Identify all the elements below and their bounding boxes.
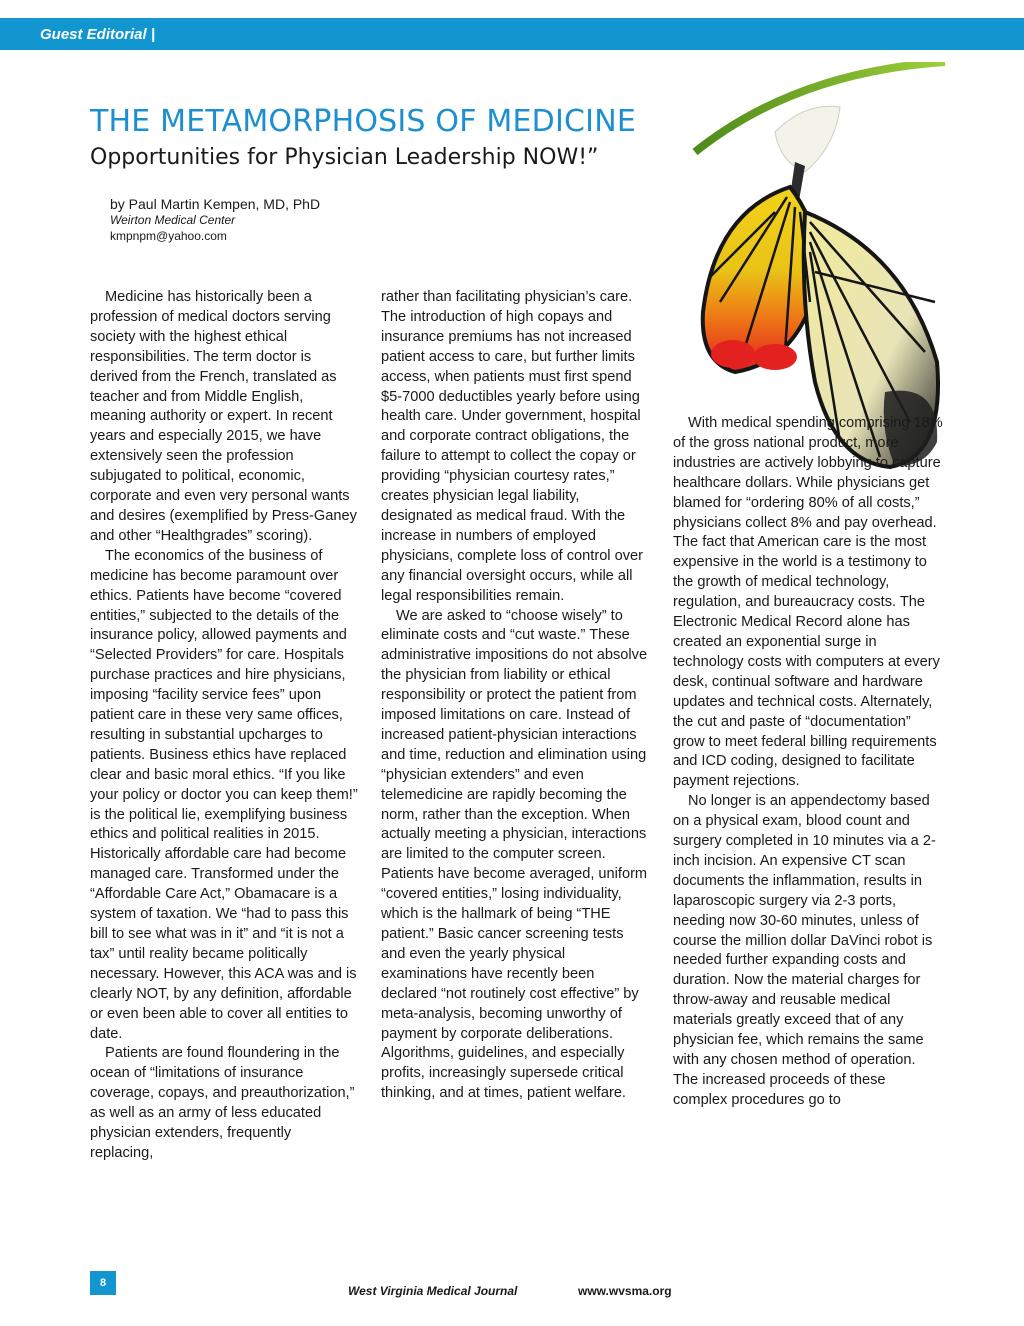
page-number: 8 xyxy=(90,1271,116,1295)
article-column-1 xyxy=(90,288,358,1164)
author-email: kmpnpm@yahoo.com xyxy=(110,229,227,243)
paragraph: With medical spending comprising 18% of the gross national product, more industries are actively lobbying to capture healthcare dollars. While physicians get blamed for “ordering 80% of all costs,” physicians collect 8% and pay overhead. The fact that American care is the most expensive in the world is a testimony to the growth of medical technology, regulation, and bureaucracy costs. The Electronic Medical Record alone has created an exponential surge in technology costs with computers at every desk, continual software and hardware updates and technical costs. Alternately, the cut and paste of “documentation” grow to meet federal billing requirements and ICD coding, designed to facilitate payment rejections. xyxy=(673,415,943,790)
article-column-3 xyxy=(673,414,943,1111)
author-byline: by Paul Martin Kempen, MD, PhD xyxy=(110,196,321,212)
footer-website[interactable]: www.wvsma.org xyxy=(578,1284,672,1298)
paragraph: We are asked to “choose wisely” to eliminate costs and “cut waste.” These administrative impositions do not absolve the physician from liability or ethical responsibility or protect the patient from imposed limitations on care. Instead of increased patient-physician interactions and time, reduction and elimination using “physician extenders” and even telemedicine are rapidly becoming the norm, rather than the exception. When actually meeting a physician, interactions are limited to the computer screen. Patients have become averaged, uniform “covered entities,” losing individuality, which is the hallmark of being “THE patient.” Basic cancer screening tests and even the yearly physical examinations have recently been declared “not routinely cost effective” by meta-analysis, becoming unworthy of payment by corporate deliberations. Algorithms, guidelines, and especially profits, increasingly supersede critical thinking, and at times, patient welfare. xyxy=(381,607,648,1102)
article-column-2 xyxy=(381,288,649,1104)
article-subtitle: Opportunities for Physician Leadership NOW!” xyxy=(90,145,599,170)
paragraph: The economics of the business of medicine has become paramount over ethics. Patients have become “covered entities,” subjected to the details of the insurance policy, allowed payments and “Selected Providers” for care. Hospitals purchase practices and hire physicians, imposing “facility service fees” upon patient care in these very same offices, resulting in substantial upcharges to patients. Business ethics have replaced clear and basic moral ethics. “If you like your policy or doctor you can keep them!” is the political lie, exemplifying business ethics and political realities in 2015. Historically affordable care had become managed care. Transformed under the “Affordable Care Act,” Obamacare is a system of taxation. We “had to pass this bill to see what was in it” and “it is not a tax” until reality became politically necessary. However, this ACA was and is clearly NOT, by any definition, affordable or even been able to cover all entities to date. xyxy=(90,547,358,1042)
paragraph: No longer is an appendectomy based on a physical exam, blood count and surgery completed in 10 minutes via a 2-inch incision. An expensive CT scan documents the inflammation, results in laparoscopic surgery via 2-3 ports, needing now 30-60 minutes, unless of course the million dollar DaVinci robot is needed further expanding costs and duration. Now the material charges for throw-away and reusable medical materials greatly exceed that of any physician fee, which remains the same with any chosen method of operation. The increased proceeds of these complex procedures go to xyxy=(673,793,936,1108)
paragraph: Medicine has historically been a profession of medical doctors serving society with the highest ethical responsibilities. The term doctor is derived from the French, translated as teacher and from Middle English, meaning authority or expert. In recent years and especially 2015, we have extensively seen the profession subjugated to political, economic, corporate and even very personal wants and desires (exemplified by Press-Ganey and other “Healthgrades” scoring). xyxy=(90,289,357,544)
paragraph: Patients are found floundering in the ocean of “limitations of insurance coverage, copays, and preauthorization,” as well as an army of less educated physician extenders, frequently replacing, xyxy=(90,1045,355,1161)
paragraph: rather than facilitating physician’s care. The introduction of high copays and insurance premiums has not increased patient access to care, but further limits access, when patients must first spend $5-7000 deductibles yearly before using health care. Under government, hospital and corporate contract obligations, the failure to attempt to collect the copay or providing “physician courtesy rates,” creates physician legal liability, designated as medical fraud. With the increase in numbers of employed physicians, complete loss of control over any financial oversight occurs, while all legal responsibilities remain. xyxy=(381,289,643,604)
section-label: Guest Editorial | xyxy=(40,26,156,43)
footer-journal-name: West Virginia Medical Journal xyxy=(348,1284,518,1298)
author-affiliation: Weirton Medical Center xyxy=(110,213,236,227)
article-title: THE METAMORPHOSIS OF MEDICINE xyxy=(90,104,636,139)
